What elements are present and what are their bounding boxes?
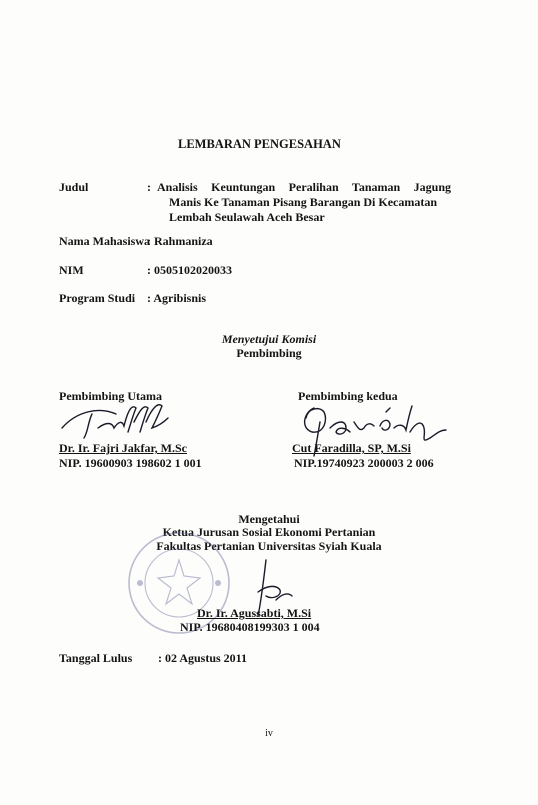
nama-label: Nama Mahasiswa: [59, 234, 151, 248]
acknowledge-heading: Mengetahui: [238, 512, 300, 526]
page-title: LEMBARAN PENGESAHAN: [178, 137, 341, 151]
nim-value: : 0505102020033: [147, 263, 232, 277]
judul-label: Judul: [59, 180, 89, 194]
acknowledge-nip: NIP. 19680408199303 1 004: [180, 620, 320, 634]
supervisor-2-name: Cut Faradilla, SP, M.Si: [292, 441, 411, 455]
judul-line-3: Lembah Seulawah Aceh Besar: [169, 210, 325, 224]
page-number: iv: [265, 728, 273, 739]
supervisor-2-nip: NIP.19740923 200003 2 006: [294, 456, 434, 470]
supervisor-2-role: Pembimbing kedua: [298, 389, 398, 403]
approval-line-1: Menyetujui Komisi: [221, 332, 317, 346]
prodi-label: Program Studi: [59, 291, 136, 305]
judul-value: [157, 180, 451, 225]
graduation-label: Tanggal Lulus: [59, 651, 133, 665]
prodi-value: : Agribisnis: [147, 291, 207, 305]
nama-value: : Rahmaniza: [147, 234, 213, 248]
supervisor-1-nip: NIP. 19600903 198602 1 001: [59, 456, 202, 470]
approval-line-2: Pembimbing: [236, 346, 302, 360]
judul-line-1: Analisis Keuntungan Peralihan Tanaman Jagung: [157, 180, 451, 194]
acknowledge-line-2: Fakultas Pertanian Universitas Syiah Kuala: [156, 539, 382, 553]
signature-1-icon: [58, 398, 178, 440]
judul-line-2: Manis Ke Tanaman Pisang Barangan Di Kecamatan: [169, 195, 438, 209]
supervisor-1-role: Pembimbing Utama: [59, 389, 162, 403]
supervisor-1-name: Dr. Ir. Fajri Jakfar, M.Sc: [59, 441, 187, 455]
nim-label: NIM: [59, 263, 84, 277]
acknowledge-line-1: Ketua Jurusan Sosial Ekonomi Pertanian: [162, 525, 376, 539]
graduation-value: : 02 Agustus 2011: [158, 651, 248, 665]
judul-colon: :: [147, 180, 151, 194]
acknowledge-name: Dr. Ir. Agussabti, M.Si: [197, 606, 312, 620]
